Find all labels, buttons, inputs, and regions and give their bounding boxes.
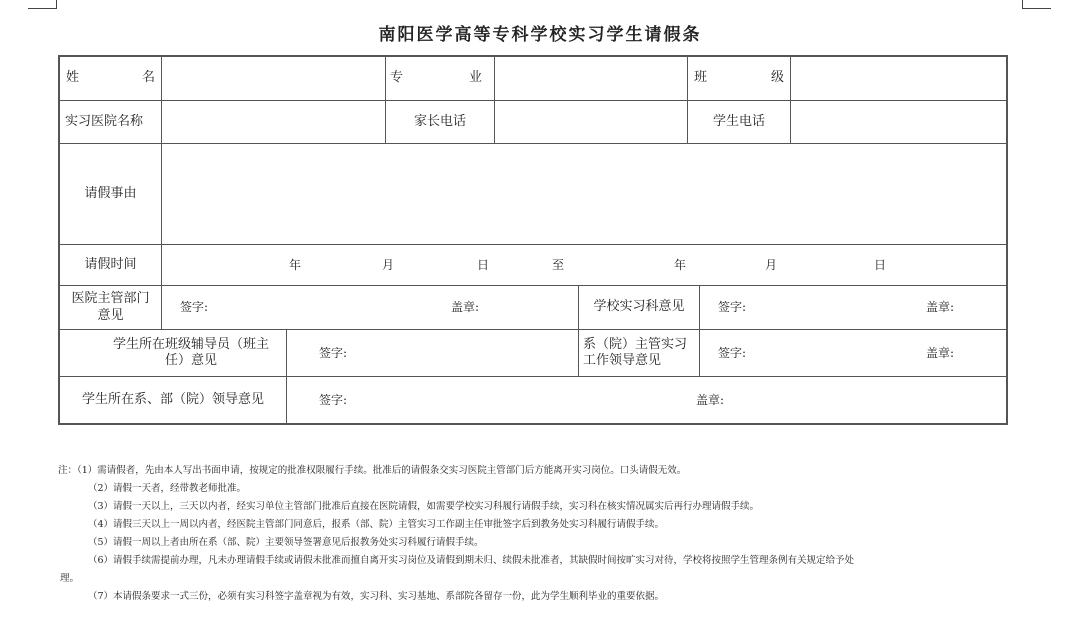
end-year: 年 bbox=[674, 257, 687, 272]
seal-label: 盖章: bbox=[451, 300, 480, 314]
note-item: （7）本请假条要求一式三份，必须有实习科签字盖章视为有效，实习科、实习基地、系部院各留存一份，此为学生顺利毕业的重要依据。 bbox=[88, 591, 665, 602]
reason-label: 请假事由 bbox=[59, 143, 162, 245]
end-day: 日 bbox=[874, 257, 887, 272]
reason-field[interactable] bbox=[161, 143, 1007, 245]
class-field[interactable] bbox=[790, 56, 1007, 101]
school-office-opinion[interactable] bbox=[699, 285, 1007, 330]
to-label: 至 bbox=[552, 257, 565, 272]
note-item: 注：（1）需请假者，先由本人写出书面申请，按规定的批准权限履行手续。批准后的请假条交实习医院主管部门后方能离开实习岗位。口头请假无效。 bbox=[58, 465, 687, 476]
start-day: 日 bbox=[477, 257, 490, 272]
major-field[interactable] bbox=[494, 56, 688, 101]
note-item: （6）请假手续需提前办理，凡未办理请假手续或请假未批准而擅自离开实习岗位及请假到期未归、续假未批准者，其缺假时间按旷实习对待，学校将按照学生管理条例有关规定给予处 bbox=[88, 555, 855, 566]
counselor-label: 学生所在班级辅导员（班主任）意见 bbox=[59, 329, 287, 377]
sign-label: 签字: bbox=[319, 392, 348, 407]
time-field[interactable] bbox=[161, 244, 1007, 286]
student-phone-label: 学生电话 bbox=[687, 100, 791, 144]
counselor-opinion[interactable] bbox=[286, 329, 579, 377]
corner-mark-left bbox=[28, 0, 57, 9]
dept-head-label: 学生所在系、部（院）领导意见 bbox=[59, 376, 287, 424]
sign-label: 签字: bbox=[180, 300, 209, 314]
note-item: 理。 bbox=[60, 573, 80, 584]
dept-leader-opinion[interactable] bbox=[699, 329, 1007, 377]
parent-phone-label: 家长电话 bbox=[385, 100, 495, 144]
name-field[interactable] bbox=[161, 56, 386, 101]
seal-label: 盖章: bbox=[926, 300, 955, 314]
dept-head-opinion[interactable] bbox=[286, 376, 1007, 424]
corner-mark-right bbox=[1022, 0, 1051, 9]
end-month: 月 bbox=[765, 257, 778, 272]
start-month: 月 bbox=[382, 257, 395, 272]
major-label: 专 业 bbox=[385, 56, 495, 101]
leave-form-table bbox=[58, 55, 1008, 425]
dept-leader-label: 系（院）主管实习工作领导意见 bbox=[578, 329, 700, 377]
notes-section bbox=[58, 462, 1018, 606]
school-office-label: 学校实习科意见 bbox=[578, 285, 700, 330]
note-item: （4）请假三天以上一周以内者，经医院主管部门同意后，报系（部、院）主管实习工作副主任审批签字后到教务处实习科履行请假手续。 bbox=[88, 519, 665, 530]
note-item: （5）请假一周以上者由所在系（部、院）主要领导签署意见后报教务处实习科履行请假手续。 bbox=[88, 537, 484, 548]
seal-label: 盖章: bbox=[696, 392, 725, 407]
student-phone-field[interactable] bbox=[790, 100, 1007, 144]
form-title: 南阳医学高等专科学校实习学生请假条 bbox=[378, 25, 702, 45]
sign-label: 签字: bbox=[319, 345, 348, 360]
sign-label: 签字: bbox=[718, 345, 747, 360]
class-label: 班 级 bbox=[687, 56, 791, 101]
time-label: 请假时间 bbox=[59, 244, 162, 286]
hospital-dept-label: 医院主管部门意见 bbox=[59, 285, 162, 330]
hospital-dept-opinion[interactable] bbox=[161, 285, 579, 330]
start-year: 年 bbox=[289, 257, 302, 272]
name-label: 姓 名 bbox=[59, 56, 162, 101]
note-item: （2）请假一天者，经带教老师批准。 bbox=[88, 483, 247, 494]
sign-label: 签字: bbox=[718, 300, 747, 314]
note-item: （3）请假一天以上，三天以内者，经实习单位主管部门批准后直接在医院请假，如需要学校实习科履行请假手续，实习科在核实情况属实后再行办理请假手续。 bbox=[88, 501, 760, 512]
parent-phone-field[interactable] bbox=[494, 100, 688, 144]
hospital-field[interactable] bbox=[161, 100, 386, 144]
seal-label: 盖章: bbox=[926, 345, 955, 360]
hospital-label: 实习医院名称 bbox=[59, 100, 162, 144]
